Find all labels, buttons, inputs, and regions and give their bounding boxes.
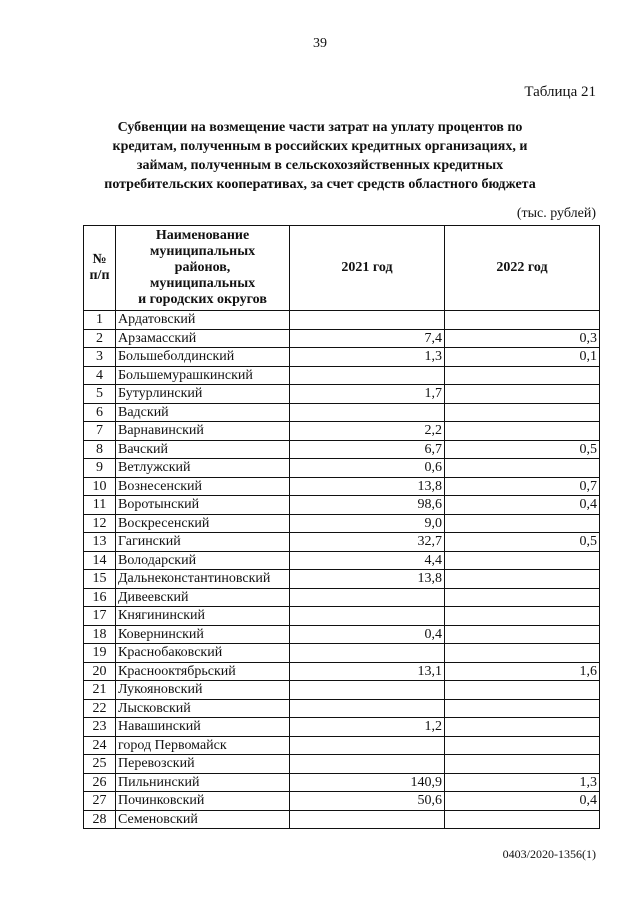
value-2022 <box>445 736 600 755</box>
value-2021: 0,4 <box>290 625 445 644</box>
district-name: Краснооктябрьский <box>116 662 290 681</box>
header-number: № п/п <box>84 226 116 311</box>
row-number: 12 <box>84 514 116 533</box>
value-2021: 2,2 <box>290 422 445 441</box>
table-row <box>84 311 600 330</box>
district-name: Бутурлинский <box>116 385 290 404</box>
title-line: Субвенции на возмещение части затрат на уплату процентов по <box>117 120 523 135</box>
table-row <box>84 755 600 774</box>
row-number: 8 <box>84 440 116 459</box>
value-2022: 1,6 <box>445 662 600 681</box>
table-row <box>84 588 600 607</box>
value-2021 <box>290 736 445 755</box>
row-number: 15 <box>84 570 116 589</box>
district-name: Вадский <box>116 403 290 422</box>
district-name: Володарский <box>116 551 290 570</box>
table-row <box>84 348 600 367</box>
table-row <box>84 533 600 552</box>
value-2022 <box>445 810 600 829</box>
row-number: 10 <box>84 477 116 496</box>
table-row <box>84 792 600 811</box>
table-row <box>84 385 600 404</box>
value-2022: 0,3 <box>445 329 600 348</box>
row-number: 20 <box>84 662 116 681</box>
value-2022 <box>445 514 600 533</box>
value-2021: 32,7 <box>290 533 445 552</box>
district-name: Пильнинский <box>116 773 290 792</box>
district-name: Большеболдинский <box>116 348 290 367</box>
value-2021: 98,6 <box>290 496 445 515</box>
row-number: 27 <box>84 792 116 811</box>
value-2021: 13,1 <box>290 662 445 681</box>
value-2022: 0,4 <box>445 496 600 515</box>
row-number: 17 <box>84 607 116 626</box>
value-2021: 1,7 <box>290 385 445 404</box>
value-2021: 7,4 <box>290 329 445 348</box>
district-name: Вачский <box>116 440 290 459</box>
header-2022: 2022 год <box>445 226 600 311</box>
district-name: город Первомайск <box>116 736 290 755</box>
table-row <box>84 403 600 422</box>
value-2021: 4,4 <box>290 551 445 570</box>
district-name: Краснобаковский <box>116 644 290 663</box>
table-row <box>84 570 600 589</box>
row-number: 18 <box>84 625 116 644</box>
value-2022: 0,4 <box>445 792 600 811</box>
value-2022 <box>445 607 600 626</box>
row-number: 3 <box>84 348 116 367</box>
district-name: Ардатовский <box>116 311 290 330</box>
page-number: 39 <box>313 36 327 51</box>
value-2021 <box>290 644 445 663</box>
district-name: Вознесенский <box>116 477 290 496</box>
value-2022 <box>445 699 600 718</box>
table-header-row <box>84 226 600 311</box>
row-number: 16 <box>84 588 116 607</box>
value-2022 <box>445 588 600 607</box>
district-name: Большемурашкинский <box>116 366 290 385</box>
district-name: Лукояновский <box>116 681 290 700</box>
table-row <box>84 459 600 478</box>
table-label: Таблица 21 <box>524 84 596 100</box>
value-2022 <box>445 385 600 404</box>
value-2022 <box>445 755 600 774</box>
table-body <box>84 311 600 829</box>
row-number: 22 <box>84 699 116 718</box>
value-2022: 0,5 <box>445 533 600 552</box>
district-name: Навашинский <box>116 718 290 737</box>
table-row <box>84 773 600 792</box>
value-2021 <box>290 681 445 700</box>
row-number: 11 <box>84 496 116 515</box>
district-name: Воскресенский <box>116 514 290 533</box>
value-2021 <box>290 755 445 774</box>
value-2022 <box>445 644 600 663</box>
value-2022 <box>445 311 600 330</box>
row-number: 28 <box>84 810 116 829</box>
value-2021: 1,2 <box>290 718 445 737</box>
value-2021: 1,3 <box>290 348 445 367</box>
district-name: Княгининский <box>116 607 290 626</box>
header-name: Наименование муниципальных районов, муниципальных и городских округов <box>116 226 290 311</box>
district-name: Семеновский <box>116 810 290 829</box>
footer-document-code: 0403/2020-1356(1) <box>502 847 596 861</box>
value-2022: 0,5 <box>445 440 600 459</box>
row-number: 7 <box>84 422 116 441</box>
table-row <box>84 718 600 737</box>
row-number: 19 <box>84 644 116 663</box>
value-2021: 6,7 <box>290 440 445 459</box>
title-line: займам, полученным в сельскохозяйственных кредитных <box>136 158 504 173</box>
table-row <box>84 699 600 718</box>
value-2021 <box>290 588 445 607</box>
table-row <box>84 625 600 644</box>
table-row <box>84 607 600 626</box>
value-2022 <box>445 681 600 700</box>
table-row <box>84 736 600 755</box>
value-2022 <box>445 551 600 570</box>
row-number: 2 <box>84 329 116 348</box>
subsidy-table <box>83 225 600 829</box>
value-2021: 13,8 <box>290 570 445 589</box>
row-number: 9 <box>84 459 116 478</box>
value-2022 <box>445 570 600 589</box>
value-2022 <box>445 718 600 737</box>
row-number: 23 <box>84 718 116 737</box>
value-2022: 0,1 <box>445 348 600 367</box>
value-2022: 0,7 <box>445 477 600 496</box>
value-2022 <box>445 625 600 644</box>
district-name: Дивеевский <box>116 588 290 607</box>
value-2021: 9,0 <box>290 514 445 533</box>
row-number: 21 <box>84 681 116 700</box>
value-2021: 13,8 <box>290 477 445 496</box>
value-2022: 1,3 <box>445 773 600 792</box>
title-line: кредитам, полученным в российских кредитных организациях, и <box>112 139 528 154</box>
table-row <box>84 496 600 515</box>
district-name: Ковернинский <box>116 625 290 644</box>
district-name: Ветлужский <box>116 459 290 478</box>
table-row <box>84 681 600 700</box>
value-2021 <box>290 810 445 829</box>
table-row <box>84 514 600 533</box>
value-2021: 0,6 <box>290 459 445 478</box>
row-number: 6 <box>84 403 116 422</box>
district-name: Починковский <box>116 792 290 811</box>
table-row <box>84 422 600 441</box>
table-row <box>84 644 600 663</box>
value-2021 <box>290 311 445 330</box>
title-line: потребительских кооперативах, за счет средств областного бюджета <box>104 177 536 192</box>
row-number: 13 <box>84 533 116 552</box>
row-number: 1 <box>84 311 116 330</box>
row-number: 26 <box>84 773 116 792</box>
value-2022 <box>445 459 600 478</box>
table-row <box>84 329 600 348</box>
row-number: 24 <box>84 736 116 755</box>
table-row <box>84 477 600 496</box>
units-label: (тыс. рублей) <box>516 206 596 221</box>
row-number: 5 <box>84 385 116 404</box>
header-2021: 2021 год <box>290 226 445 311</box>
value-2022 <box>445 366 600 385</box>
value-2021 <box>290 403 445 422</box>
district-name: Лысковский <box>116 699 290 718</box>
table-row <box>84 662 600 681</box>
value-2021 <box>290 699 445 718</box>
row-number: 25 <box>84 755 116 774</box>
district-name: Арзамасский <box>116 329 290 348</box>
value-2022 <box>445 422 600 441</box>
value-2021 <box>290 366 445 385</box>
value-2021: 140,9 <box>290 773 445 792</box>
value-2021 <box>290 607 445 626</box>
district-name: Дальнеконстантиновский <box>116 570 290 589</box>
value-2022 <box>445 403 600 422</box>
district-name: Перевозский <box>116 755 290 774</box>
row-number: 14 <box>84 551 116 570</box>
district-name: Варнавинский <box>116 422 290 441</box>
table-row <box>84 551 600 570</box>
table-row <box>84 366 600 385</box>
table-row <box>84 440 600 459</box>
row-number: 4 <box>84 366 116 385</box>
table-row <box>84 810 600 829</box>
value-2021: 50,6 <box>290 792 445 811</box>
district-name: Гагинский <box>116 533 290 552</box>
district-name: Воротынский <box>116 496 290 515</box>
document-title <box>92 118 548 194</box>
